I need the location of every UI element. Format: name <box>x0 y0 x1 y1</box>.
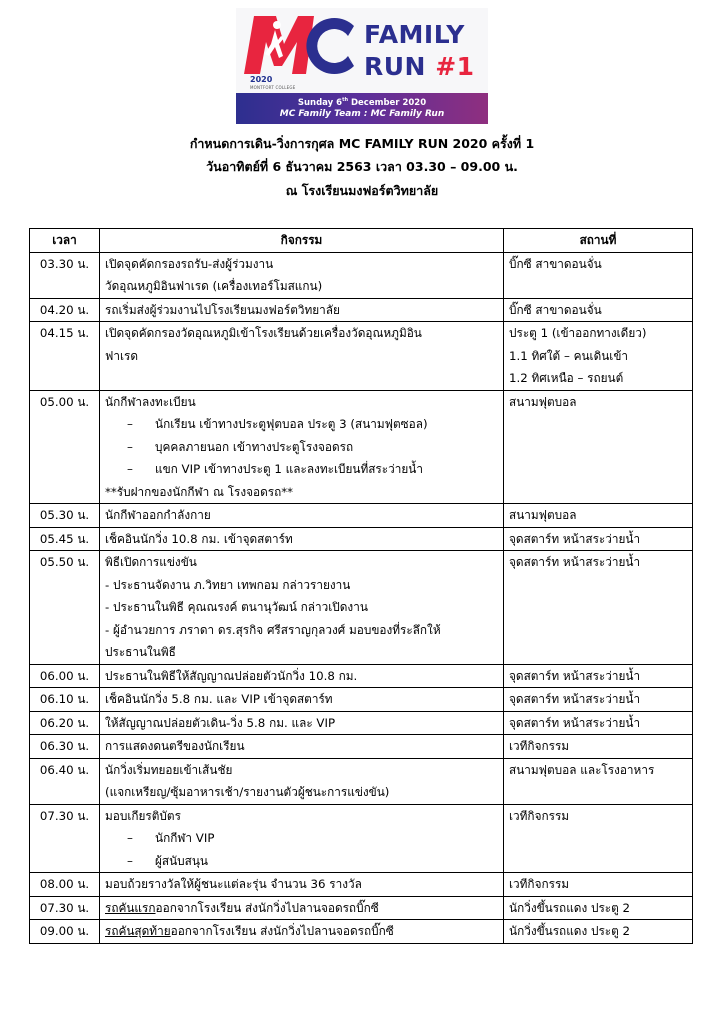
row-time: 07.30 น. <box>30 804 100 873</box>
activity-rest: ออกจากโรงเรียน ส่งนักวิ่งไปลานจอดรถบิ๊กซี <box>170 924 394 938</box>
activity-underlined: รถคันแรก <box>105 900 156 915</box>
dash-icon: – <box>127 417 133 431</box>
activity-bullet <box>105 458 498 481</box>
activity-line <box>105 920 498 943</box>
activity-line: นักกีฬาลงทะเบียน <box>105 394 196 409</box>
row-time: 09.00 น. <box>30 920 100 944</box>
row-time: 04.15 น. <box>30 322 100 391</box>
activity-line: ประธานในพิธี <box>105 645 176 659</box>
table-row <box>30 711 693 735</box>
header-activity: กิจกรรม <box>100 229 504 253</box>
row-location <box>504 664 693 688</box>
bullet-text: บุคคลภายนอก เข้าทางประตูโรงจอดรถ <box>155 439 354 454</box>
table-row <box>30 758 693 804</box>
table-row <box>30 551 693 665</box>
bullet-text: ผู้สนับสนุน <box>155 853 208 868</box>
location-line: สนามฟุตบอล <box>509 508 577 522</box>
row-time: 06.30 น. <box>30 735 100 759</box>
event-banner <box>236 8 488 124</box>
row-time: 06.20 น. <box>30 711 100 735</box>
activity-line <box>105 897 498 920</box>
row-activity <box>100 322 504 391</box>
table-row <box>30 688 693 712</box>
title-line-3: ณ โรงเรียนมงฟอร์ตวิทยาลัย <box>285 183 439 198</box>
table-row <box>30 735 693 759</box>
mc-logo-icon <box>244 14 356 76</box>
banner-strip <box>236 93 488 124</box>
table-row <box>30 252 693 298</box>
location-line: สนามฟุตบอล <box>509 394 577 409</box>
location-line: จุดสตาร์ท หน้าสระว่ายน้ำ <box>509 715 641 730</box>
row-activity <box>100 664 504 688</box>
row-location <box>504 504 693 528</box>
activity-bullet <box>105 827 498 850</box>
table-row <box>30 873 693 897</box>
logo-run-number: #1 <box>435 52 475 81</box>
date-post: December 2020 <box>348 97 427 108</box>
row-activity <box>100 804 504 873</box>
logo-family-text: FAMILY <box>364 20 465 49</box>
row-activity <box>100 920 504 944</box>
location-line: จุดสตาร์ท หน้าสระว่ายน้ำ <box>509 668 641 683</box>
location-line: บิ๊กซี สาขาดอนจั่น <box>509 302 602 317</box>
row-activity <box>100 896 504 920</box>
activity-bullet <box>105 850 498 873</box>
row-location <box>504 896 693 920</box>
row-time: 06.10 น. <box>30 688 100 712</box>
activity-line: - ประธานในพิธี คุณณรงค์ ตนานุวัฒน์ กล่าวเปิดงาน <box>105 600 368 614</box>
table-row <box>30 298 693 322</box>
event-date <box>236 97 488 108</box>
row-location <box>504 390 693 504</box>
bullet-text: แขก VIP เข้าทางประตู 1 และลงทะเบียนที่สระว่ายน้ำ <box>155 462 423 476</box>
logo-year: 2020 <box>250 75 273 84</box>
table-row <box>30 527 693 551</box>
activity-line: รถเริ่มส่งผู้ร่วมงานไปโรงเรียนมงฟอร์ตวิทยาลัย <box>105 302 340 317</box>
activity-line: เช็คอินนักวิ่ง 5.8 กม. และ VIP เข้าจุดสตาร์ท <box>105 692 333 706</box>
row-activity <box>100 390 504 504</box>
table-row <box>30 504 693 528</box>
dash-icon: – <box>127 462 133 476</box>
row-activity <box>100 551 504 665</box>
logo-area <box>236 8 488 93</box>
location-line: เวทีกิจกรรม <box>509 739 570 753</box>
row-activity <box>100 873 504 897</box>
location-line: 1.1 ทิศใต้ – คนเดินเข้า <box>509 348 629 363</box>
activity-line: (แจกเหรียญ/ซุ้มอาหารเช้า/รายงานตัวผู้ชนะการแข่งขัน) <box>105 785 390 799</box>
dash-icon: – <box>127 831 133 845</box>
activity-line: - ผู้อำนวยการ ภราดา ดร.สุรกิจ ศรีสราญกุลวงศ์ มอบของที่ระลึกให้ <box>105 622 441 637</box>
row-activity <box>100 711 504 735</box>
activity-bullet <box>105 413 498 436</box>
schedule-table <box>29 228 693 944</box>
table-header-row <box>30 229 693 253</box>
location-line: เวทีกิจกรรม <box>509 877 570 891</box>
activity-note: **รับฝากของนักกีฬา ณ โรงจอดรถ** <box>105 484 294 499</box>
activity-line: เปิดจุดคัดกรองรถรับ-ส่งผู้ร่วมงาน <box>105 256 274 271</box>
row-location <box>504 758 693 804</box>
row-activity <box>100 735 504 759</box>
activity-line: มอบถ้วยรางวัลให้ผู้ชนะแต่ละรุ่น จำนวน 36 รางวัล <box>105 877 362 891</box>
row-time: 03.30 น. <box>30 252 100 298</box>
activity-line: พิธีเปิดการแข่งขัน <box>105 555 197 569</box>
location-line: 1.2 ทิศเหนือ – รถยนต์ <box>509 371 624 385</box>
dash-icon: – <box>127 853 133 868</box>
title-line-1: กำหนดการเดิน-วิ่งการกุศล MC FAMILY RUN 2020 ครั้งที่ 1 <box>189 136 535 151</box>
row-location <box>504 735 693 759</box>
activity-line: นักวิ่งเริ่มทยอยเข้าเส้นชัย <box>105 762 233 777</box>
activity-line: ให้สัญญาณปล่อยตัวเดิน-วิ่ง 5.8 กม. และ VIP <box>105 715 336 730</box>
location-line: เวทีกิจกรรม <box>509 808 570 823</box>
row-time: 04.20 น. <box>30 298 100 322</box>
logo-school: MONTFORT COLLEGE <box>250 85 296 90</box>
row-time: 05.45 น. <box>30 527 100 551</box>
activity-line: เปิดจุดคัดกรองวัดอุณหภูมิเข้าโรงเรียนด้วยเครื่องวัดอุณหภูมิอิน <box>105 326 422 340</box>
row-time: 05.00 น. <box>30 390 100 504</box>
row-time: 06.00 น. <box>30 664 100 688</box>
schedule-body <box>30 252 693 943</box>
activity-line: ประธานในพิธีให้สัญญาณปล่อยตัวนักวิ่ง 10.8 กม. <box>105 668 358 683</box>
row-activity <box>100 688 504 712</box>
row-location <box>504 873 693 897</box>
row-time: 07.30 น. <box>30 896 100 920</box>
row-location <box>504 804 693 873</box>
activity-bullet <box>105 436 498 459</box>
logo-run-text <box>364 52 475 81</box>
row-activity <box>100 298 504 322</box>
location-line: นักวิ่งขึ้นรถแดง ประตู 2 <box>509 924 631 938</box>
table-row <box>30 390 693 504</box>
row-time: 05.30 น. <box>30 504 100 528</box>
activity-line: ฟาเรด <box>105 348 139 363</box>
row-location <box>504 920 693 944</box>
date-sup: th <box>342 97 349 103</box>
activity-line: มอบเกียรติบัตร <box>105 808 181 823</box>
location-line: นักวิ่งขึ้นรถแดง ประตู 2 <box>509 900 631 915</box>
activity-rest: ออกจากโรงเรียน ส่งนักวิ่งไปลานจอดรถบิ๊กซี <box>155 900 379 915</box>
logo-run-word: RUN <box>364 52 426 81</box>
bullet-text: นักเรียน เข้าทางประตูฟุตบอล ประตู 3 (สนามฟุตซอล) <box>155 417 428 431</box>
row-time: 05.50 น. <box>30 551 100 665</box>
row-activity <box>100 252 504 298</box>
table-row <box>30 322 693 391</box>
row-location <box>504 298 693 322</box>
row-activity <box>100 504 504 528</box>
date-pre: Sunday 6 <box>297 97 343 108</box>
event-team: MC Family Team : MC Family Run <box>279 109 445 119</box>
activity-underlined: รถคันสุดท้าย <box>105 924 171 938</box>
row-location <box>504 322 693 391</box>
row-location <box>504 551 693 665</box>
activity-line: - ประธานจัดงาน ภ.วิทยา เทพกอม กล่าวรายงาน <box>105 577 351 592</box>
dash-icon: – <box>127 439 133 454</box>
bullet-text: นักกีฬา VIP <box>155 831 215 845</box>
row-location <box>504 527 693 551</box>
activity-line: การแสดงดนตรีของนักเรียน <box>105 739 245 753</box>
location-line: สนามฟุตบอล และโรงอาหาร <box>509 762 655 777</box>
table-row <box>30 664 693 688</box>
row-activity <box>100 758 504 804</box>
activity-line: เช็คอินนักวิ่ง 10.8 กม. เข้าจุดสตาร์ท <box>105 531 293 546</box>
location-line: บิ๊กซี สาขาดอนจั่น <box>509 256 602 271</box>
row-location <box>504 252 693 298</box>
title-line-2: วันอาทิตย์ที่ 6 ธันวาคม 2563 เวลา 03.30 – 09.00 น. <box>206 159 518 174</box>
location-line: จุดสตาร์ท หน้าสระว่ายน้ำ <box>509 555 641 569</box>
table-row <box>30 920 693 944</box>
header-time: เวลา <box>30 229 100 253</box>
row-location <box>504 688 693 712</box>
row-time: 06.40 น. <box>30 758 100 804</box>
row-time: 08.00 น. <box>30 873 100 897</box>
row-location <box>504 711 693 735</box>
table-row <box>30 804 693 873</box>
header-location: สถานที่ <box>504 229 693 253</box>
location-line: ประตู 1 (เข้าออกทางเดียว) <box>509 326 647 340</box>
table-row <box>30 896 693 920</box>
activity-line: วัดอุณหภูมิอินฟาเรด (เครื่องเทอร์โมสแกน) <box>105 279 323 293</box>
row-activity <box>100 527 504 551</box>
activity-line: นักกีฬาออกกำลังกาย <box>105 508 211 522</box>
location-line: จุดสตาร์ท หน้าสระว่ายน้ำ <box>509 531 641 546</box>
location-line: จุดสตาร์ท หน้าสระว่ายน้ำ <box>509 692 641 706</box>
